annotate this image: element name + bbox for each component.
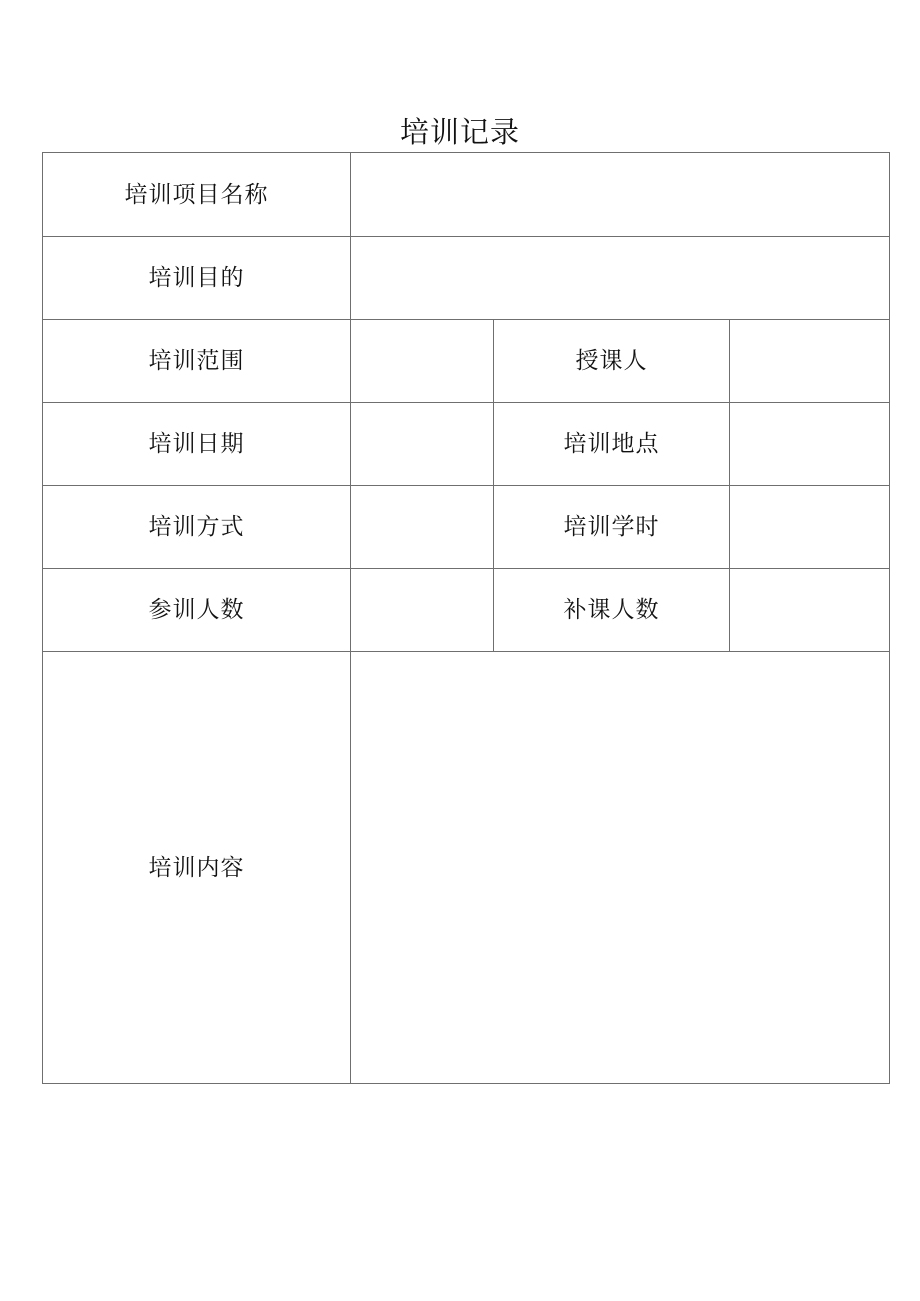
makeup-label: 补课人数 <box>494 569 730 652</box>
makeup-field[interactable] <box>730 569 890 652</box>
purpose-label: 培训目的 <box>43 237 351 320</box>
hours-label: 培训学时 <box>494 486 730 569</box>
table-row <box>43 486 890 569</box>
method-field[interactable] <box>351 486 494 569</box>
table-row <box>43 153 890 237</box>
participants-label: 参训人数 <box>43 569 351 652</box>
training-record-table <box>42 152 890 1084</box>
instructor-field[interactable] <box>730 320 890 403</box>
scope-label: 培训范围 <box>43 320 351 403</box>
date-field[interactable] <box>351 403 494 486</box>
table-row <box>43 569 890 652</box>
table-row <box>43 403 890 486</box>
location-label: 培训地点 <box>494 403 730 486</box>
purpose-field[interactable] <box>351 237 890 320</box>
content-label: 培训内容 <box>43 652 351 1084</box>
participants-field[interactable] <box>351 569 494 652</box>
content-field[interactable] <box>351 652 890 1084</box>
table-row <box>43 237 890 320</box>
document-title: 培训记录 <box>399 115 520 149</box>
instructor-label: 授课人 <box>494 320 730 403</box>
scope-field[interactable] <box>351 320 494 403</box>
date-label: 培训日期 <box>43 403 351 486</box>
table-row <box>43 652 890 1084</box>
hours-field[interactable] <box>730 486 890 569</box>
project-name-label: 培训项目名称 <box>43 153 351 237</box>
project-name-field[interactable] <box>351 153 890 237</box>
table-row <box>43 320 890 403</box>
method-label: 培训方式 <box>43 486 351 569</box>
location-field[interactable] <box>730 403 890 486</box>
